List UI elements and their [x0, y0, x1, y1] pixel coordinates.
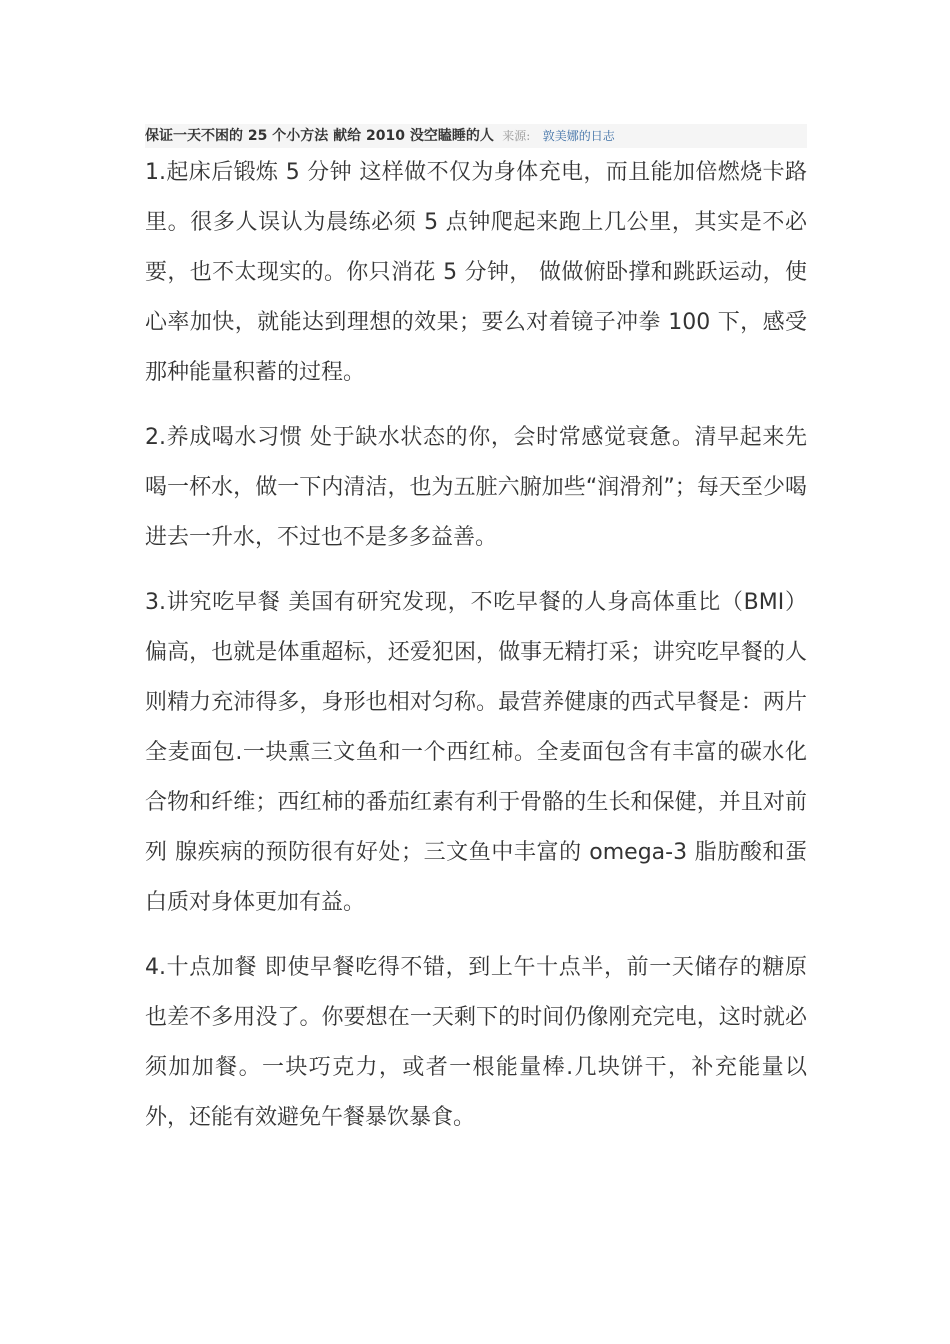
paragraph-3: 3.讲究吃早餐 美国有研究发现，不吃早餐的人身高体重比（BMI）偏高，也就是体重超标，还爱犯困，做事无精打采；讲究吃早餐的人则精力充沛得多，身形也相对匀称。最营养健康的西式早餐是：两片全麦面包.一块熏三文鱼和一个西红柿。全麦面包含有丰富的碳水化合物和纤维；西红柿的番茄红素有利于骨骼的生长和保健，并且对前列 腺疾病的预防很有好处；三文鱼中丰富的 omega-3 脂肪酸和蛋白质对身体更加有益。 [145, 590, 807, 915]
article-title: 保证一天不困的 25 个小方法 献给 2010 没空瞌睡的人 [145, 128, 494, 144]
paragraph-2: 2.养成喝水习惯 处于缺水状态的你，会时常感觉衰惫。清早起来先喝一杯水，做一下内清洁，也为五脏六腑加些“润滑剂”；每天至少喝进去一升水，不过也不是多多益善。 [145, 425, 807, 550]
paragraph-1: 1.起床后锻炼 5 分钟 这样做不仅为身体充电，而且能加倍燃烧卡路里。很多人误认为晨练必须 5 点钟爬起来跑上几公里，其实是不必要，也不太现实的。你只消花 5 分钟， 做做俯卧撑和跳跃运动，使心率加快，就能达到理想的效果；要么对着镜子冲拳 100 下，感受那种能量积蓄的过程。 [145, 160, 807, 385]
source-label: 来源: [502, 129, 531, 143]
document-page [145, 124, 807, 1143]
source-link[interactable]: 敦美娜的日志 [542, 129, 615, 143]
article-header [145, 124, 807, 148]
paragraph-4: 4.十点加餐 即使早餐吃得不错，到上午十点半，前一天储存的糖原也差不多用没了。你要想在一天剩下的时间仍像刚充完电，这时就必须加加餐。一块巧克力，或者一根能量棒.几块饼干，补充能量以外，还能有效避免午餐暴饮暴食。 [145, 955, 807, 1130]
